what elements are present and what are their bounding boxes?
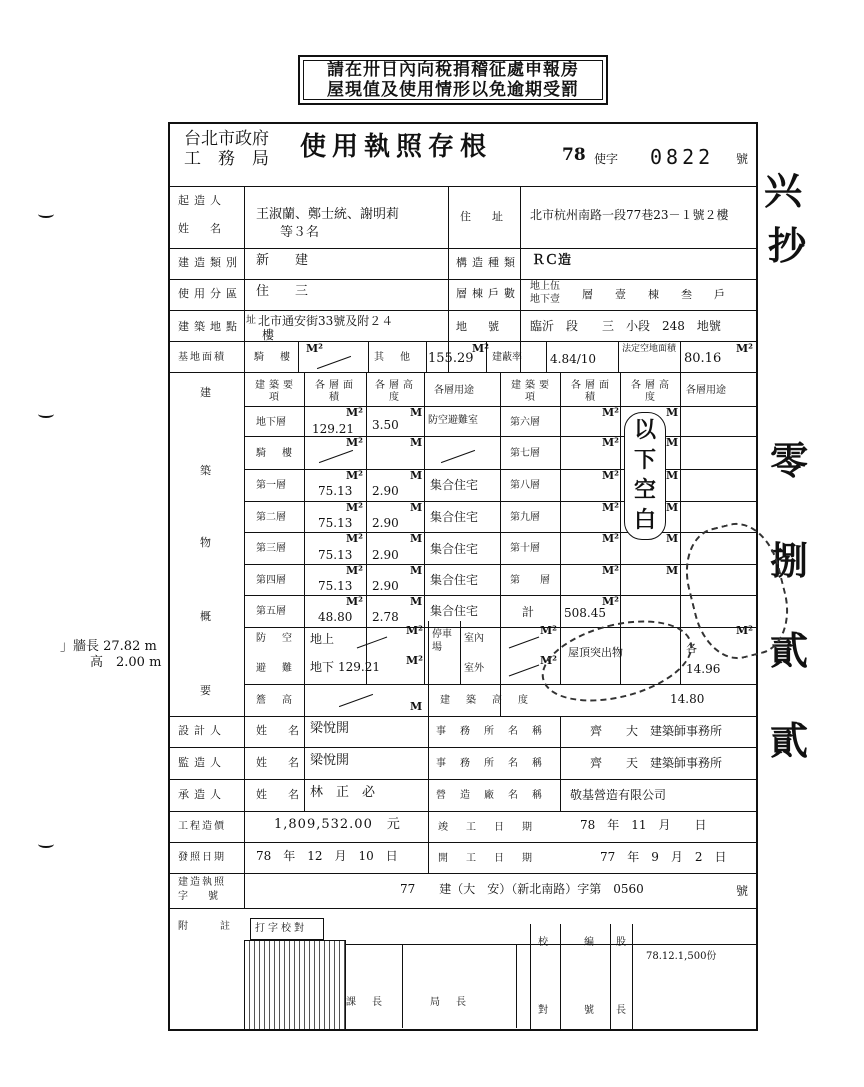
legal-open-label: 法定空地面積: [622, 344, 677, 354]
total-area: 508.45: [564, 606, 606, 620]
start-value: 77 年 9 月 2 日: [600, 850, 727, 864]
margin-tick-1: [38, 210, 54, 218]
row-f1-label: 第一層: [256, 480, 286, 491]
unit-m: M: [410, 700, 423, 713]
col-elem-right: 建築要項: [511, 380, 553, 403]
roof-label: 屋頂突出物: [568, 646, 623, 659]
unit-m2: M²: [602, 406, 619, 419]
floors-above: 地上伍: [530, 281, 560, 292]
floors-below: 地下壹: [530, 294, 560, 305]
license-number: 0822: [650, 145, 715, 169]
unit-m: M: [666, 501, 679, 514]
col-area-left: 各層面積: [315, 380, 357, 403]
f2-area: 75.13: [318, 516, 353, 530]
f4-use: 集合住宅: [430, 573, 479, 587]
issue-date-value: 78 年 12 月 10 日: [256, 849, 398, 863]
form-title: 使用執照存根: [300, 132, 493, 162]
shelter-label-1: 防 空: [256, 633, 295, 644]
unit-m2: M²: [602, 532, 619, 545]
margin-mark-1: 兴: [764, 168, 803, 213]
f3-area: 75.13: [318, 548, 353, 562]
f3-height: 2.90: [372, 548, 399, 562]
col-use-left: 各層用途: [434, 385, 474, 396]
director-label-1: 局: [430, 997, 440, 1008]
eave-label: 簷 高: [256, 695, 295, 706]
col-elem-left: 建築要項: [255, 380, 297, 403]
unit-m2: M²: [346, 436, 363, 449]
section-chief-label-1: 課: [346, 997, 356, 1008]
shelter-ground-label: 地上: [310, 632, 335, 646]
structure-label: 構造種類: [456, 256, 520, 269]
start-label: 開 工 日 期: [438, 853, 536, 864]
eave-blank: [339, 694, 373, 707]
builder-address: 北市杭州南路一段77巷23－１號２樓: [530, 208, 729, 222]
permit-suffix: 號: [736, 884, 749, 898]
parking-indoor-label: 室內: [464, 633, 484, 644]
license-year: 78: [562, 145, 586, 165]
permit-label-1: 建造執照: [178, 877, 226, 888]
legal-open-unit: M²: [736, 342, 753, 355]
f1-use: 集合住宅: [430, 478, 479, 492]
unit-m2: M²: [602, 564, 619, 577]
print-count: 78.12.1,500份: [646, 951, 717, 962]
hatch-block: [244, 940, 346, 1030]
unit-m: M: [666, 564, 679, 577]
building-v-1: 建: [200, 386, 216, 399]
f5-use: 集合住宅: [430, 604, 479, 618]
row-extra-label: 第 層: [510, 575, 550, 586]
chief-label-2: 長: [616, 1005, 626, 1016]
tax-notice-box: [298, 55, 608, 105]
unit-m2: M²: [602, 436, 619, 449]
margin-mark-6: 貳: [770, 718, 809, 763]
other-area: 155.29: [428, 351, 474, 366]
completion-value: 78 年 11 月 日: [580, 818, 707, 832]
legal-open-value: 80.16: [684, 351, 722, 366]
row-f8-label: 第八層: [510, 480, 540, 491]
unit-m2: M²: [346, 595, 363, 608]
designer-name: 梁悅開: [310, 721, 350, 736]
margin-tick-3: [38, 840, 54, 848]
margin-tick-2: [38, 410, 54, 418]
address-label: 住 址: [460, 210, 508, 223]
building-height-label: 建 築 高 度: [440, 695, 531, 706]
supervisor-office: 齊 天 建築師事務所: [590, 756, 723, 770]
site-location-suffix: 樓: [262, 328, 275, 342]
permit-value: 77 建（大 安）（新北南路）字第 0560: [400, 882, 644, 896]
margin-mark-3: 零: [770, 438, 809, 483]
building-v-4: 概: [200, 610, 216, 623]
building-v-5: 要: [200, 684, 216, 697]
f4-area: 75.13: [318, 579, 353, 593]
check-label-2: 對: [538, 1005, 548, 1016]
row-f9-label: 第九層: [510, 512, 540, 523]
blank-stamp: [624, 412, 666, 540]
other-unit: M²: [472, 342, 489, 355]
shelter-ground-blank: [357, 637, 387, 649]
row-f5-label: 第五層: [256, 606, 286, 617]
contractor-name-label: 姓 名: [256, 788, 304, 801]
unit-m2: M²: [602, 501, 619, 514]
unit-m: M: [410, 406, 423, 419]
contractor-label: 承造人: [178, 788, 226, 801]
check-label-1: 校: [538, 937, 548, 948]
supervisor-name-label: 姓 名: [256, 756, 304, 769]
supervisor-name: 梁悅開: [310, 753, 350, 768]
arcade-area-blank: [319, 450, 353, 463]
use-zone-label: 使用分區: [178, 287, 242, 300]
agency-bureau: 工 務 局: [184, 149, 269, 169]
contractor-firm-label: 營 造 廠 名 稱: [436, 790, 544, 801]
col-area-right: 各層面積: [571, 380, 613, 403]
floors-value: 層 壹 棟 叁 戶: [582, 288, 725, 301]
coverage-value: 4.84/10: [550, 352, 597, 366]
unit-m: M: [666, 406, 679, 419]
license-char: 使字: [594, 152, 619, 166]
contractor-name: 林 正 必: [310, 785, 376, 800]
basement-area: 129.21: [312, 422, 354, 436]
left-note-2: 高 2.00 m: [90, 655, 162, 670]
row-f2-label: 第二層: [256, 512, 286, 523]
builder-count: 等３名: [280, 225, 320, 240]
arcade-use-blank: [441, 450, 475, 463]
unit-m2: M²: [346, 406, 363, 419]
blank-stamp-text: 以下空白: [633, 417, 656, 533]
section-chief-label-2: 長: [372, 997, 382, 1008]
designer-office: 齊 大 建築師事務所: [590, 724, 723, 738]
director-label-2: 長: [456, 997, 466, 1008]
row-f3-label: 第三層: [256, 543, 286, 554]
other-label: 其 他: [374, 352, 413, 363]
completion-label: 竣 工 日 期: [438, 822, 536, 833]
unit-m: M: [666, 469, 679, 482]
coverage-label: 建蔽率: [492, 352, 522, 363]
unit-m2: M²: [540, 624, 557, 637]
building-v-2: 築: [200, 464, 216, 477]
parking-label: 停車場: [432, 629, 452, 653]
row-arcade-label: 騎 樓: [256, 448, 295, 459]
build-type-label: 建造類別: [178, 256, 242, 269]
agency-name: 台北市政府: [184, 129, 269, 149]
license-no-suffix: 號: [736, 152, 749, 166]
margin-mark-2: 抄: [768, 223, 807, 268]
shelter-under-area: 129.21: [338, 660, 380, 674]
building-v-3: 物: [200, 536, 216, 549]
parking-indoor-blank: [509, 637, 539, 649]
designer-office-label: 事 務 所 名 稱: [436, 726, 544, 737]
unit-m2: M²: [602, 595, 619, 608]
number-label-1: 編: [584, 937, 594, 948]
shelter-label-2: 避 難: [256, 663, 295, 674]
parking-outdoor-blank: [509, 665, 539, 677]
f2-use: 集合住宅: [430, 510, 479, 524]
shelter-under-label: 地下: [310, 660, 335, 674]
unit-m: M: [410, 501, 423, 514]
roof-each: 各: [686, 642, 697, 655]
row-f10-label: 第十層: [510, 543, 540, 554]
margin-mark-5: 貳: [770, 628, 809, 673]
margin-mark-4: 捌: [770, 538, 809, 583]
cost-label: 工程造價: [178, 821, 226, 832]
typing-check-label: 打字校對: [255, 923, 307, 934]
notice-line-2: 屋現值及使用情形以免逾期受罰: [327, 80, 579, 100]
remarks-label: 附 註: [178, 921, 234, 932]
col-use-right: 各層用途: [686, 385, 726, 396]
unit-m2: M²: [736, 624, 753, 637]
permit-label-2: 字 號: [178, 891, 218, 902]
unit-m: M: [410, 532, 423, 545]
unit-m: M: [410, 595, 423, 608]
unit-m2: M²: [406, 624, 423, 637]
f4-height: 2.90: [372, 579, 399, 593]
unit-m2: M²: [346, 501, 363, 514]
chief-label-1: 股: [616, 937, 626, 948]
floors-label: 層棟戶數: [456, 287, 520, 300]
unit-m: M: [410, 469, 423, 482]
f5-area: 48.80: [318, 610, 353, 624]
builder-label-2: 姓 名: [178, 222, 226, 235]
unit-m2: M²: [602, 469, 619, 482]
supervisor-label: 監造人: [178, 756, 226, 769]
supervisor-office-label: 事 務 所 名 稱: [436, 758, 544, 769]
f1-area: 75.13: [318, 484, 353, 498]
designer-label: 設計人: [178, 724, 226, 737]
parking-outdoor-label: 室外: [464, 663, 484, 674]
col-height-right: 各層高度: [631, 380, 673, 403]
site-location-label: 建築地點: [178, 320, 242, 333]
builder-label-1: 起造人: [178, 194, 226, 207]
unit-m: M: [410, 436, 423, 449]
unit-m2: M²: [540, 654, 557, 667]
lot-value: 臨沂 段 三 小段 248 地號: [530, 319, 721, 333]
arcade-label: 騎 樓: [254, 352, 293, 363]
unit-m: M: [410, 564, 423, 577]
contractor-firm: 敬基營造有限公司: [570, 788, 667, 802]
unit-m: M: [666, 436, 679, 449]
notice-line-1: 請在卅日內向稅捐稽征處申報房: [327, 60, 579, 80]
unit-m2: M²: [346, 532, 363, 545]
cost-value: 1,809,532.00 元: [274, 817, 401, 832]
unit-m2: M²: [346, 469, 363, 482]
row-f4-label: 第四層: [256, 575, 286, 586]
number-label-2: 號: [584, 1005, 594, 1016]
basement-height: 3.50: [372, 418, 399, 432]
left-note-1: 」牆長 27.82 m: [60, 639, 157, 654]
basement-use: 防空避難室: [428, 415, 478, 426]
building-height-value: 14.80: [670, 692, 705, 706]
use-zone-value: 住 三: [256, 284, 309, 299]
unit-m2: M²: [346, 564, 363, 577]
typing-check-box: [250, 918, 324, 940]
base-area-label: 基地面積: [178, 352, 226, 363]
f3-use: 集合住宅: [430, 542, 479, 556]
lot-label: 地 號: [456, 320, 504, 333]
row-f7-label: 第七層: [510, 448, 540, 459]
f1-height: 2.90: [372, 484, 399, 498]
total-label: 計: [522, 605, 535, 619]
unit-m2: M²: [406, 654, 423, 667]
license-form: [168, 122, 758, 1031]
build-type-value: 新 建: [256, 253, 309, 268]
col-height-left: 各層高度: [375, 380, 417, 403]
site-location-value: 北市通安街33號及附２４: [258, 314, 394, 328]
builder-names: 王淑蘭、鄭士統、謝明莉: [256, 207, 400, 222]
structure-value: ＲＣ造: [532, 253, 572, 268]
f5-height: 2.78: [372, 610, 399, 624]
designer-name-label: 姓 名: [256, 724, 304, 737]
issue-date-label: 發照日期: [178, 852, 226, 863]
arcade-unit: M²: [306, 342, 323, 355]
site-location-prefix: 址: [246, 315, 256, 326]
f2-height: 2.90: [372, 516, 399, 530]
row-basement-label: 地下層: [256, 417, 286, 428]
roof-area: 14.96: [686, 662, 721, 676]
arcade-blank-mark: [317, 356, 351, 369]
row-f6-label: 第六層: [510, 417, 540, 428]
unit-m: M: [666, 532, 679, 545]
